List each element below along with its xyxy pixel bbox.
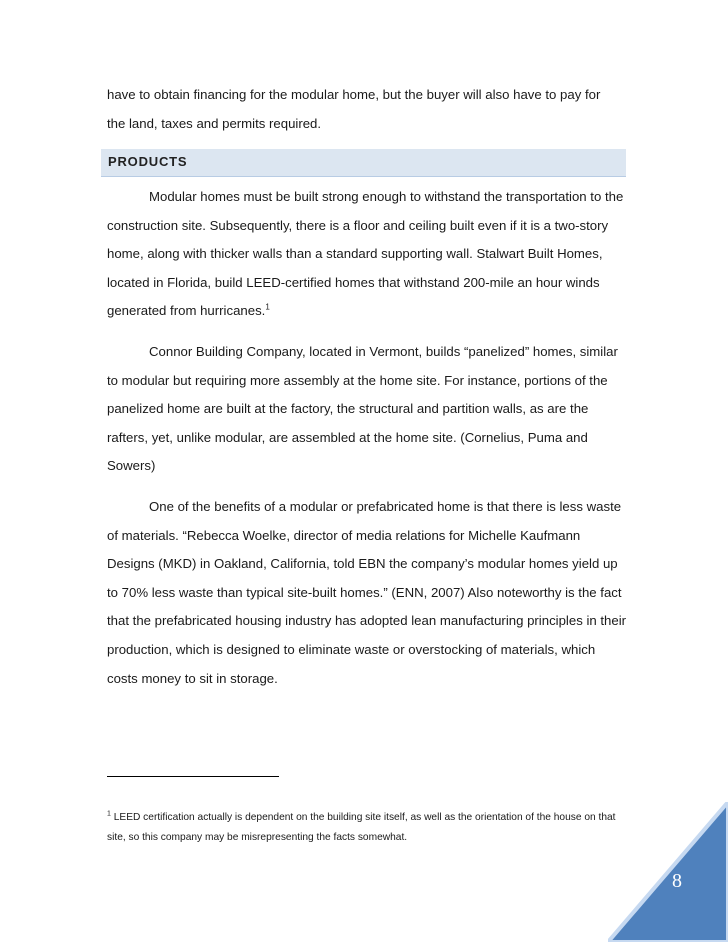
paragraph-3: One of the benefits of a modular or prefabricated home is that there is less waste of materials. “Rebecca Woelke, director of media relations for Michelle Kaufmann Designs (MKD) in Oakland, California, told EBN the company’s modular homes yield up to 70% less waste than typical site-built homes.” (ENN, 2007) Also noteworthy is the fact that the prefabricated housing industry has adopted lean manufacturing principles in their production, which is designed to eliminate waste or overstocking of materials, which costs money to sit in storage. (107, 498, 627, 686)
footnote-text: LEED certification actually is dependent on the building site itself, as well as the orientation of the house on that site, so this company may be misrepresenting the facts somewhat. (107, 812, 616, 843)
paragraph-2: Connor Building Company, located in Vermont, builds “panelized” homes, similar to modular but requiring more assembly at the home site. For instance, portions of the panelized home are built at the factory, the structural and partition walls, as are the rafters, yet, unlike modular, are assembled at the home site. (Cornelius, Puma and Sowers) (107, 343, 618, 474)
paragraph-1: Modular homes must be built strong enough to withstand the transportation to the construction site. Subsequently, there is a floor and ceiling built even if it is a two-story home, along with thicker walls than a standard supporting wall. Stalwart Built Homes, located in Florida, build LEED-certified homes that withstand 200-mile an hour winds generated from hurricanes.$^1$ (107, 189, 624, 319)
footnote-marker: 1 (107, 810, 111, 818)
paragraph-line: the land, taxes and permits required. (107, 115, 322, 131)
continued-paragraph (107, 81, 627, 138)
paragraph-line: have to obtain financing for the modular home, but the buyer will also have to pay for (107, 87, 601, 102)
footnote-reference[interactable]: 1 (265, 302, 270, 312)
body-text (107, 183, 627, 693)
page-number: 8 (672, 870, 682, 892)
section-heading: PRODUCTS (108, 154, 188, 169)
section-heading-bar (101, 149, 626, 177)
footnote (107, 808, 627, 848)
page-corner-decoration (608, 802, 728, 942)
footnote-separator (107, 776, 279, 777)
